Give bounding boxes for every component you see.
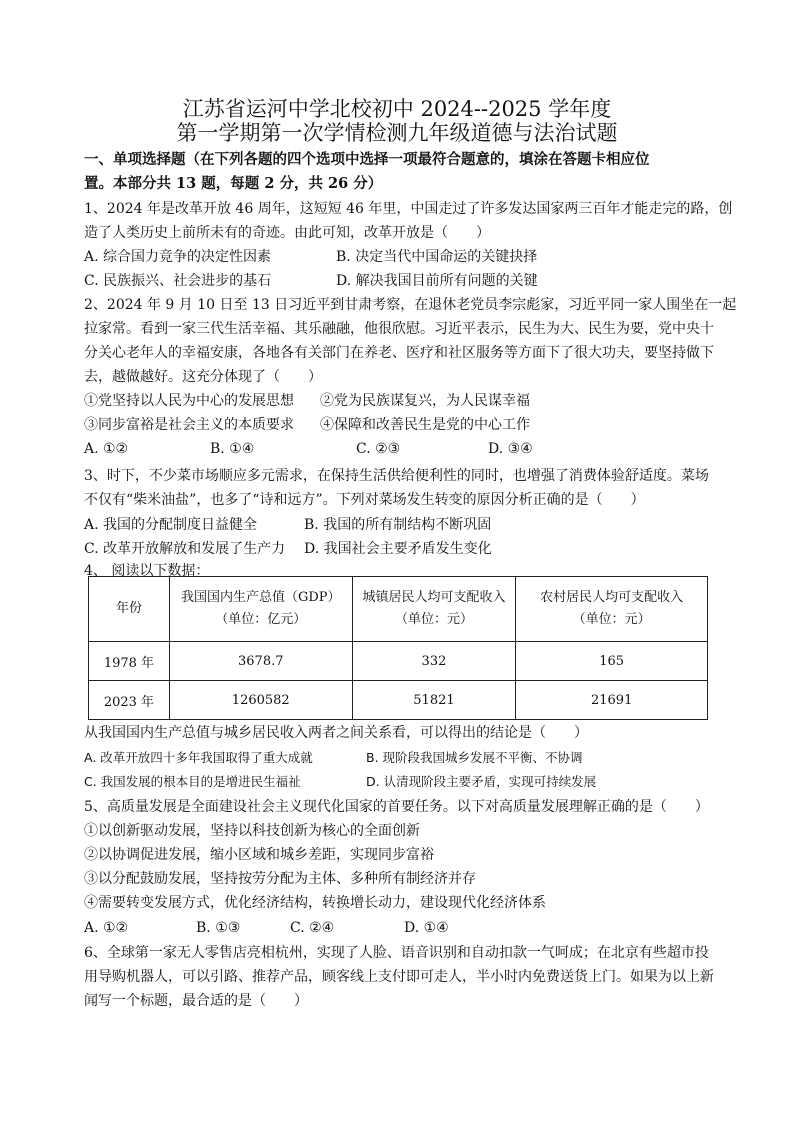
table-cell-year: 1978 年 bbox=[89, 642, 170, 681]
table-cell-urban: 51821 bbox=[352, 681, 516, 720]
table-cell-rural: 21691 bbox=[516, 681, 708, 720]
q4-question: 从我国国内生产总值与城乡居民收入两者之间关系看，可以得出的结论是（ ） bbox=[84, 725, 588, 741]
q2-statement-3: ③同步富裕是社会主义的本质要求 bbox=[84, 417, 294, 433]
q4-option-d: D. 认清现阶段主要矛盾，实现可持续发展 bbox=[366, 774, 597, 789]
q2-option-b: B. ①④ bbox=[210, 441, 255, 457]
income-data-table bbox=[88, 576, 708, 720]
table-cell-rural: 165 bbox=[516, 642, 708, 681]
q5-option-c: C. ②④ bbox=[290, 920, 335, 936]
section-heading-line2: 置。本部分共 13 题，每题 2 分，共 26 分） bbox=[84, 175, 383, 192]
table-row bbox=[89, 681, 708, 720]
q4-stem: 4、 阅读以下数据： bbox=[84, 563, 210, 579]
q3-option-c: C. 改革开放解放和发展了生产力 bbox=[84, 541, 286, 557]
exam-title-line2: 第一学期第一次学情检测九年级道德与法治试题 bbox=[176, 121, 618, 145]
q1-stem-line2: 造了人类历史上前所未有的奇迹。由此可知，改革开放是（ ） bbox=[84, 225, 490, 241]
q5-option-b: B. ①③ bbox=[196, 920, 241, 936]
q2-statement-1: ①党坚持以人民为中心的发展思想 bbox=[84, 393, 294, 409]
table-cell-gdp: 3678.7 bbox=[169, 642, 352, 681]
q2-stem-line3: 分关心老年人的幸福安康，各地各有关部门在养老、医疗和社区服务等方面下了很大功夫，要坚持做下 bbox=[84, 345, 714, 361]
q2-stem-line4: 去，越做越好。这充分体现了（ ） bbox=[84, 369, 322, 385]
table-header-text: 我国国内生产总值（GDP） bbox=[180, 590, 341, 605]
q5-option-d: D. ①④ bbox=[404, 920, 449, 936]
q1-option-b: B. 决定当代中国命运的关键抉择 bbox=[336, 249, 538, 265]
q2-option-d: D. ③④ bbox=[488, 441, 533, 457]
q6-stem-line2: 用导购机器人，可以引路、推荐产品，顾客线上支付即可走人，半小时内免费送货上门。如果为以上新 bbox=[84, 969, 714, 985]
q1-option-a: A. 综合国力竞争的决定性因素 bbox=[84, 249, 272, 265]
q5-statement-2: ②以协调促进发展，缩小区域和城乡差距，实现同步富裕 bbox=[84, 847, 434, 863]
q5-statement-3: ③以分配鼓励发展，坚持按劳分配为主体、多种所有制经济并存 bbox=[84, 871, 476, 887]
q2-stem-line2: 拉家常。看到一家三代生活幸福、其乐融融，他很欣慰。习近平表示，民生为大、民生为要，党中央十 bbox=[84, 321, 714, 337]
q2-statement-4: ④保障和改善民生是党的中心工作 bbox=[320, 417, 530, 433]
table-row bbox=[89, 642, 708, 681]
table-header-unit: （单位：元） bbox=[394, 612, 473, 627]
table-header-urban-income bbox=[352, 577, 516, 642]
q2-option-a: A. ①② bbox=[84, 441, 129, 457]
q6-stem-line1: 6、全球第一家无人零售店亮相杭州，实现了人脸、语音识别和自动扣款一气呵成；在北京有些超市投 bbox=[84, 945, 709, 961]
q4-option-a: A. 改革开放四十多年我国取得了重大成就 bbox=[84, 750, 313, 765]
q3-option-a: A. 我国的分配制度日益健全 bbox=[84, 517, 258, 533]
q5-statement-1: ①以创新驱动发展，坚持以科技创新为核心的全面创新 bbox=[84, 823, 420, 839]
table-cell-gdp: 1260582 bbox=[169, 681, 352, 720]
table-header-text: 年份 bbox=[115, 601, 142, 616]
table-cell-year: 2023 年 bbox=[89, 681, 170, 720]
q5-option-a: A. ①② bbox=[84, 920, 129, 936]
table-header-year bbox=[89, 577, 170, 642]
q1-stem-line1: 1、2024 年是改革开放 46 周年，这短短 46 年里，中国走过了许多发达国家两三百年才能走完的路，创 bbox=[84, 201, 733, 217]
q4-option-b: B. 现阶段我国城乡发展不平衡、不协调 bbox=[366, 750, 583, 765]
q3-option-d: D. 我国社会主要矛盾发生变化 bbox=[304, 541, 492, 557]
table-header-row bbox=[89, 577, 708, 642]
q2-stem-line1: 2、2024 年 9 月 10 日至 13 日习近平到甘肃考察，在退休老党员李宗彪家，习近平同一家人围坐在一起 bbox=[84, 297, 737, 313]
exam-title-line1: 江苏省运河中学北校初中 2024--2025 学年度 bbox=[182, 97, 612, 121]
q3-option-b: B. 我国的所有制结构不断巩固 bbox=[304, 517, 492, 533]
q1-option-c: C. 民族振兴、社会进步的基石 bbox=[84, 273, 272, 289]
q5-statement-4: ④需要转变发展方式，优化经济结构，转换增长动力，建设现代化经济体系 bbox=[84, 895, 546, 911]
section-heading-line1: 一、单项选择题（在下列各题的四个选项中选择一项最符合题意的，填涂在答题卡相应位 bbox=[84, 151, 650, 168]
table-header-text: 农村居民人均可支配收入 bbox=[540, 590, 684, 605]
q6-stem-line3: 闻写一个标题，最合适的是（ ） bbox=[84, 993, 308, 1009]
q3-stem-line1: 3、时下，不少菜市场顺应多元需求，在保持生活供给便利性的同时，也增强了消费体验舒适度。菜场 bbox=[84, 468, 709, 484]
q2-option-c: C. ②③ bbox=[356, 441, 401, 457]
table-header-rural-income bbox=[516, 577, 708, 642]
table-cell-urban: 332 bbox=[352, 642, 516, 681]
q4-option-c: C. 我国发展的根本目的是增进民生福祉 bbox=[84, 774, 301, 789]
table-header-unit: （单位：亿元） bbox=[215, 612, 307, 627]
q3-stem-line2: 不仅有“柴米油盐”，也多了“诗和远方”。下列对菜场发生转变的原因分析正确的是（ ） bbox=[84, 492, 645, 508]
q5-stem: 5、高质量发展是全面建设社会主义现代化国家的首要任务。以下对高质量发展理解正确的是（ ） bbox=[84, 799, 709, 815]
table-header-unit: （单位：元） bbox=[572, 612, 651, 627]
q1-option-d: D. 解决我国目前所有问题的关键 bbox=[336, 273, 538, 289]
q2-statement-2: ②党为民族谋复兴，为人民谋幸福 bbox=[320, 393, 530, 409]
table-header-text: 城镇居民人均可支配收入 bbox=[362, 590, 506, 605]
table-header-gdp bbox=[169, 577, 352, 642]
